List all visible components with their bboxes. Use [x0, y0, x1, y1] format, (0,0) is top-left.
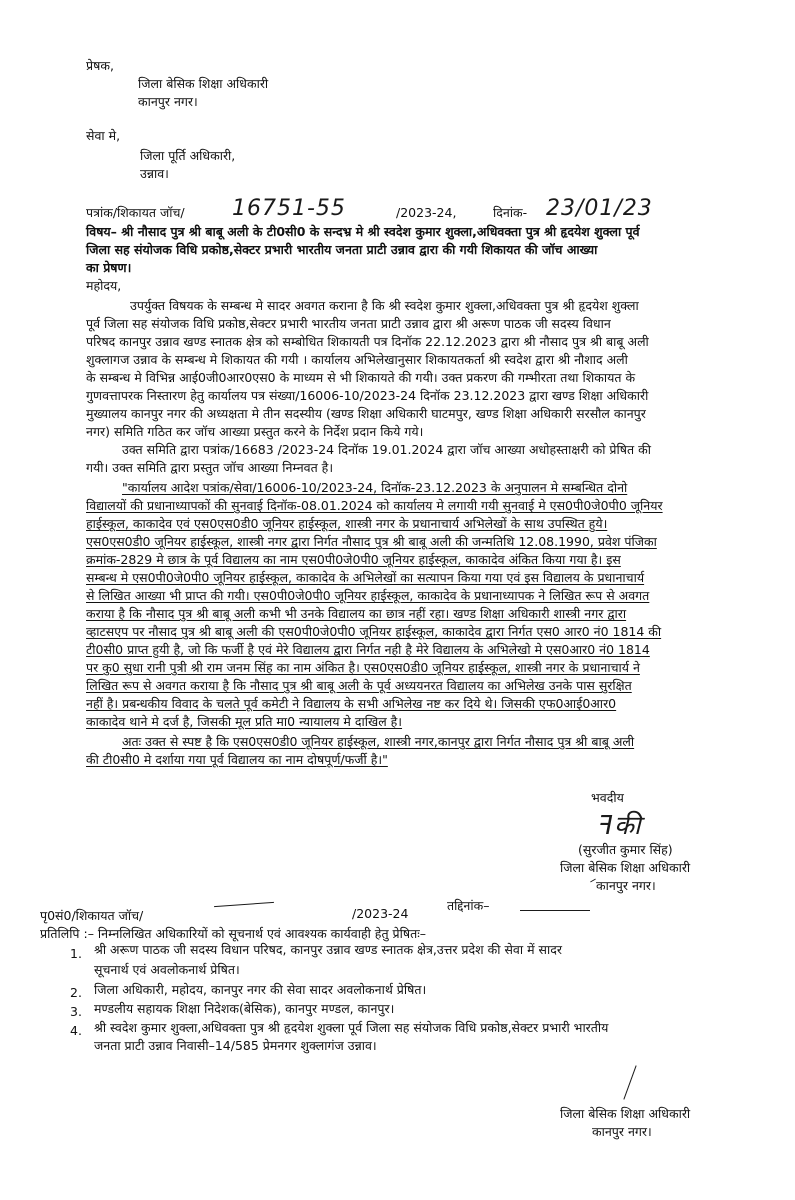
copy-ref-blank — [214, 902, 274, 907]
para1-line: उपर्युक्त विषयक के सम्बन्ध मे सादर अवगत कराना है कि श्री स्वदेश कुमार शुक्ला,अधिवक्ता पुत्र श्री हृदयेश शुक्ला — [130, 298, 639, 313]
sender-place: कानपुर नगर। — [138, 94, 198, 109]
quote-line: नहीं है। प्रबन्धकीय विवाद के चलते पूर्व कमेटी ने विद्यालय के सभी अभिलेख नष्ट कर दिये थे। जिसकी एफ0आई0आर0 — [86, 696, 617, 711]
quote-line: व्हाटसएप पर नौसाद पुत्र श्री बाबू अली की एस0पी0जे0पी0 जूनियर हाईस्कूल, काकादेव द्वारा निर्गत एस0 आर0 नं0 1814 की — [86, 624, 662, 639]
closing: भवदीय — [591, 790, 624, 805]
salutation: महोदय, — [86, 278, 122, 293]
signature-mark: ꟻकी — [598, 811, 642, 841]
copy-item-line: जिला अधिकारी, महोदय, कानपुर नगर की सेवा सादर अवलोकनार्थ प्रेषित। — [94, 982, 427, 997]
footer-designation: जिला बेसिक शिक्षा अधिकारी — [560, 1106, 691, 1121]
para1-line: नगर) समिति गठित कर जॉच आख्या प्रस्तुत करने के निर्देश प्रदान किये गये। — [86, 424, 424, 439]
copy-intro: प्रतिलिपि :– निम्नलिखित अधिकारियों को सूचनार्थ एवं आवश्यक कार्यवाही हेतु प्रेषितः– — [40, 926, 427, 941]
copy-ref-year: /2023-24 — [352, 906, 409, 921]
para1-line: परिषद कानपुर उन्नाव खण्ड स्नातक क्षेत्र को सम्बोधित शिकायती पत्र दिनॉक 22.12.2023 द्वारा श्री नौसाद पुत्र श्री बाबू अली — [86, 334, 649, 349]
signer-place: कानपुर नगर। — [596, 878, 656, 893]
copy-item-number: 4. — [70, 1023, 82, 1038]
copy-item-line: जनता प्राटी उन्नाव निवासी–14/585 प्रेमनगर शुक्लागंज उन्नाव। — [94, 1038, 377, 1053]
para2-line: उक्त समिति द्वारा पत्रांक/16683 /2023-24 दिनॉक 19.01.2024 द्वारा जॉच आख्या अधोहस्ताक्षरी को प्रेषित की — [122, 442, 651, 457]
para1-line: शुक्लागज उन्नाव के सम्बन्ध मे शिकायत की गयी । कार्यालय अभिलेखानुसार शिकायतकर्ता श्री स्वदेश द्वारा श्री नौशाद अली — [86, 352, 628, 367]
quote-line: लिखित रूप से अवगत कराया है कि नौसाद पुत्र श्री बाबू अली के पूर्व अध्ययनरत विद्यालय का अभिलेख उनके पास सुरक्षित — [86, 678, 632, 693]
quote-line: एस0एस0डी0 जूनियर हाईस्कूल, शास्त्री नगर द्वारा निर्गत नौसाद पुत्र श्री बाबू अली की जन्मतिथि 12.08.1990, प्रवेश पंजिका — [86, 534, 657, 549]
quote-line: क्रमांक-2829 मे छात्र के पूर्व विद्यालय का नाम एस0पी0जे0पी0 जूनियर हाईस्कूल, काकादेव अंकित किया गया है। इस — [86, 552, 621, 567]
sender-office: जिला बेसिक शिक्षा अधिकारी — [138, 76, 269, 91]
recipient-place: उन्नाव। — [140, 166, 169, 181]
quote-line: विद्यालयों की प्रधानाध्यापकों की सुनवाई दिनॉक-08.01.2024 को कार्यालय मे लगायी गयी सुनवाई मे एस0पी0जे0पी0 जूनियर — [86, 498, 663, 513]
subject-line-1: विषय– श्री नौसाद पुत्र श्री बाबू अली के टी0सी0 के सन्दभ्र मे श्री स्वदेश कुमार शुक्ला,अधिवक्ता पुत्र श्री हृदयेश शुक्ला पूर्व — [86, 224, 640, 239]
para1-line: मुख्यालय कानपुर नगर की अध्यक्षता मे तीन सदस्यीय (खण्ड शिक्षा अधिकारी घाटमपुर, खण्ड शिक्षा अधिकारी सरसौल कानपुर — [86, 406, 646, 421]
copy-item-number: 1. — [70, 946, 82, 961]
recipient-label: सेवा मे, — [86, 128, 121, 143]
copy-ref-date-blank — [520, 910, 590, 911]
copy-item-line: श्री स्वदेश कुमार शुक्ला,अधिवक्ता पुत्र श्री हृदयेश शुक्ला पूर्व जिला सह संयोजक विधि प्रकोष्ठ,सेक्टर प्रभारी भारतीय — [94, 1020, 609, 1035]
copy-item-line: श्री अरूण पाठक जी सदस्य विधान परिषद, कानपुर उन्नाव खण्ड स्नातक क्षेत्र,उत्तर प्रदेश की सेवा में सादर — [94, 942, 562, 957]
para1-line: गुणवत्तापरक निस्तारण हेतु कार्यालय पत्र संख्या/16006-10/2023-24 दिनॉक 23.12.2023 द्वारा खण्ड शिक्षा अधिकारी — [86, 388, 649, 403]
sender-label: प्रेषक, — [86, 58, 114, 73]
subject-line-3: का प्रेषण। — [86, 260, 132, 275]
footer-signature-stroke — [623, 1065, 636, 1099]
copy-item-number: 3. — [70, 1004, 82, 1019]
copy-ref-label: पृ0सं0/शिकायत जॉच/ — [40, 908, 144, 923]
quote-line: कराया है कि नौसाद पुत्र श्री बाबू अली कभी भी उनके विद्यालय का छात्र नहीं रहा। खण्ड शिक्षा अधिकारी शास्त्री नगर द्वारा — [86, 606, 627, 621]
subject-line-2: जिला सह संयोजक विधि प्रकोष्ठ,सेक्टर प्रभारी भारतीय जनता प्राटी उन्नाव द्वारा की गयी शिकायत की जॉच आख्या — [86, 242, 598, 257]
quote-line: पर कु0 सुधा रानी पुत्री श्री राम जनम सिंह का नाम अंकित है। एस0एस0डी0 जूनियर हाईस्कूल, शास्त्री नगर के प्रधानाचार्य ने — [86, 660, 640, 675]
copy-ref-date-label: तद्दिनांक– — [447, 898, 490, 913]
signature-stroke — [590, 879, 596, 883]
signer-designation: जिला बेसिक शिक्षा अधिकारी — [560, 860, 691, 875]
quote-line: हाईस्कूल, काकादेव एवं एस0एस0डी0 जूनियर हाईस्कूल, शास्त्री नगर के प्रधानाचार्य अभिलेखों के साथ उपस्थित हुये। — [86, 516, 608, 531]
quote-line: की टी0सी0 मे दर्शाया गया पूर्व विद्यालय का नाम दोषपूर्ण/फर्जी है।" — [86, 752, 388, 767]
quote-line: टी0सी0 प्राप्त हुयी है, जो कि फर्जी है एवं मेरे विद्यालय द्वारा निर्गत नही है मेरे विद्यालय के अभिलेखो मे एस0आर0 नं0 1814 — [86, 642, 650, 657]
copy-item-number: 2. — [70, 985, 82, 1000]
ref-label: पत्रांक/शिकायत जॉच/ — [86, 205, 185, 220]
quote-line: से लिखित आख्या भी प्राप्त की गयी। एस0पी0जे0पी0 जूनियर हाईस्कूल, काकादेव के प्रधानाध्यापक ने लिखित रूप से अवगत — [86, 588, 650, 603]
signer-name: (सुरजीत कुमार सिंह) — [578, 842, 673, 857]
para1-line: पूर्व जिला सह संयोजक विधि प्रकोष्ठ,सेक्टर प्रभारी भारतीय जनता प्राटी उन्नाव द्वारा श्री अरूण पाठक जी सदस्य विधान — [86, 316, 611, 331]
para2-line: गयी। उक्त समिति द्वारा प्रस्तुत जॉच आख्या निम्नवत है। — [86, 460, 334, 475]
quote-line: अतः उक्त से स्पष्ट है कि एस0एस0डी0 जूनियर हाईस्कूल, शास्त्री नगर,कानपुर द्वारा निर्गत नौसाद पुत्र श्री बाबू अली — [122, 734, 635, 749]
ref-year: /2023-24, — [396, 205, 457, 220]
quote-line: काकादेव थाने मे दर्ज है, जिसकी मूल प्रति मा0 न्यायालय मे दाखिल है। — [86, 714, 403, 729]
copy-item-line: मण्डलीय सहायक शिक्षा निदेशक(बेसिक), कानपुर मण्डल, कानपुर। — [94, 1001, 395, 1016]
recipient-office: जिला पूर्ति अधिकारी, — [140, 148, 236, 163]
ref-number-handwritten: 16751-55 — [232, 196, 346, 221]
copy-item-line: सूचनार्थ एवं अवलोकनार्थ प्रेषित। — [94, 962, 240, 977]
quote-line: "कार्यालय आदेश पत्रांक/सेवा/16006-10/2023-24, दिनॉक-23.12.2023 के अनुपालन मे सम्बन्धित दोनो — [122, 480, 628, 495]
ref-date-handwritten: 23/01/23 — [546, 196, 653, 221]
para1-line: के सम्बन्ध मे विभिन्न आई0जी0आर0एस0 के माध्यम से भी शिकायते की गयी। उक्त प्रकरण की गम्भीरता तथा शिकायत के — [86, 370, 636, 385]
footer-place: कानपुर नगर। — [592, 1124, 652, 1139]
ref-date-label: दिनांक- — [493, 205, 528, 220]
quote-line: सम्बन्ध मे एस0पी0जे0पी0 जूनियर हाईस्कूल, काकादेव के अभिलेखों का सत्यापन किया गया एवं इस विद्यालय के प्रधानाचार्य — [86, 570, 645, 585]
